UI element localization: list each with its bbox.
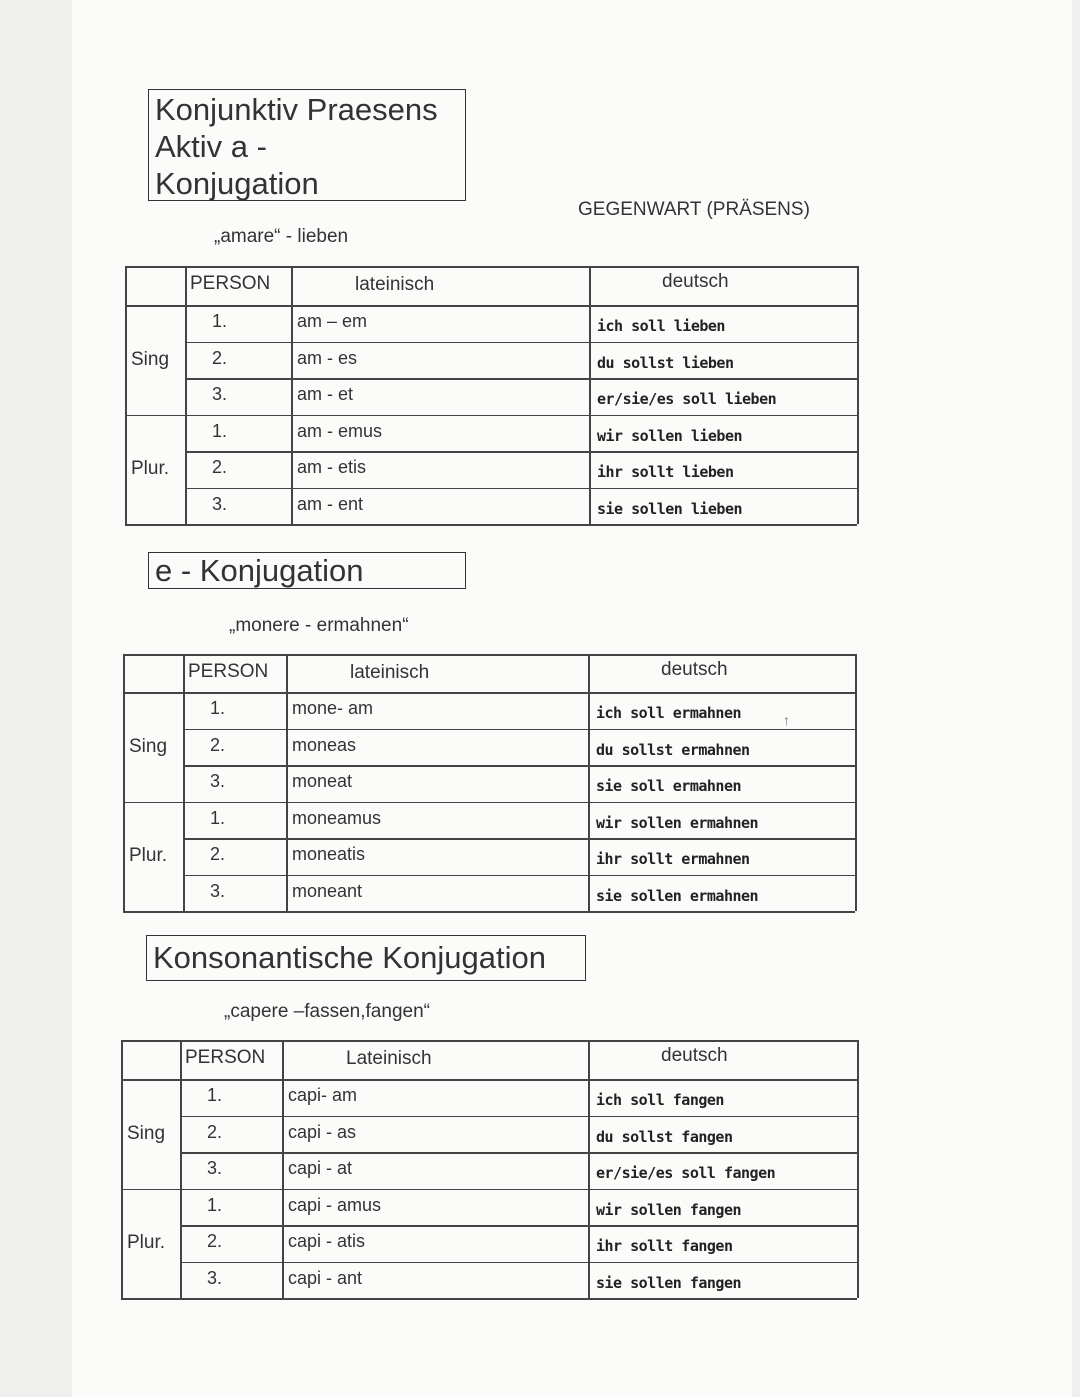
plural-label: Plur. xyxy=(127,1232,166,1254)
person-number: 1. xyxy=(210,698,226,718)
latin-form: am – em xyxy=(297,311,368,331)
latin-form: moneas xyxy=(292,734,357,755)
table-border xyxy=(185,266,187,524)
person-number: 2. xyxy=(207,1231,223,1251)
page-title: GEGENWART (PRÄSENS) xyxy=(578,199,810,220)
table-border xyxy=(121,1040,857,1042)
german-translation: er/sie/es soll fangen xyxy=(596,1164,776,1182)
latin-form: mone- am xyxy=(292,698,374,718)
german-translation: ihr sollt lieben xyxy=(597,463,734,481)
latin-form: moneant xyxy=(292,880,363,901)
table-border xyxy=(183,654,185,911)
table-border xyxy=(185,378,857,380)
table-border xyxy=(125,305,857,307)
table-border xyxy=(180,1040,182,1298)
german-translation: ihr sollt fangen xyxy=(596,1237,733,1255)
latin-column-header: lateinisch xyxy=(355,274,435,295)
german-column-header: deutsch xyxy=(661,659,728,680)
german-translation: sie sollen ermahnen xyxy=(596,886,759,905)
person-number: 3. xyxy=(210,771,226,791)
table-border xyxy=(125,266,857,268)
person-number: 2. xyxy=(210,844,226,864)
plural-label: Plur. xyxy=(129,845,168,867)
latin-form: moneatis xyxy=(292,844,366,864)
latin-form: capi - atis xyxy=(288,1231,366,1251)
latin-form: moneat xyxy=(292,771,353,791)
latin-form: am - etis xyxy=(297,457,367,477)
heading-line: Konsonantische Konjugation xyxy=(153,940,546,975)
table-border xyxy=(123,654,855,656)
table-border xyxy=(183,765,855,767)
table-border xyxy=(123,654,125,911)
german-translation: ich soll ermahnen xyxy=(596,704,742,722)
plural-label: Plur. xyxy=(131,458,170,480)
german-column-header: deutsch xyxy=(662,271,729,292)
table-border xyxy=(857,266,859,524)
table-border xyxy=(855,654,857,911)
table-border xyxy=(180,1116,857,1118)
latin-form: capi- am xyxy=(288,1085,358,1105)
table-border xyxy=(183,838,855,840)
latin-form: capi - ant xyxy=(288,1267,363,1288)
latin-form: capi - as xyxy=(288,1121,357,1142)
person-number: 2. xyxy=(212,457,228,477)
section-3-heading xyxy=(146,935,586,981)
latin-form: am - emus xyxy=(297,420,383,441)
section-1-heading xyxy=(148,89,466,201)
person-number: 3. xyxy=(207,1267,223,1288)
table-border xyxy=(588,654,590,911)
table-border xyxy=(282,1040,284,1298)
german-translation: ihr sollt ermahnen xyxy=(596,850,750,868)
singular-label: Sing xyxy=(129,735,168,757)
section-2-heading xyxy=(148,552,466,589)
person-number: 1. xyxy=(207,1085,223,1105)
german-translation: du sollst lieben xyxy=(597,353,734,372)
person-column-header: PERSON xyxy=(185,1047,266,1068)
person-number: 1. xyxy=(212,420,228,441)
table-border xyxy=(857,1040,859,1298)
table-border xyxy=(121,1298,857,1300)
table-border xyxy=(286,654,288,911)
latin-column-header: lateinisch xyxy=(350,662,430,683)
heading-line: e - Konjugation xyxy=(155,553,364,588)
person-column-header: PERSON xyxy=(188,661,269,682)
heading-line: Aktiv a - xyxy=(155,129,267,164)
latin-form: am - ent xyxy=(297,493,364,514)
table-border xyxy=(180,1225,857,1227)
german-translation: sie sollen lieben xyxy=(597,499,743,518)
german-translation: ich soll fangen xyxy=(596,1091,724,1109)
table-border xyxy=(125,266,127,524)
table-border xyxy=(185,451,857,453)
table-border xyxy=(121,1079,857,1081)
german-translation: du sollst ermahnen xyxy=(596,740,750,759)
german-translation: wir sollen lieben xyxy=(597,426,743,445)
german-translation: wir sollen ermahnen xyxy=(596,813,759,832)
verb-line: „capere –fassen,fangen“ xyxy=(224,1001,430,1022)
table-border xyxy=(291,266,293,524)
german-column-header: deutsch xyxy=(661,1045,728,1066)
person-number: 3. xyxy=(210,880,226,901)
german-translation: du sollst fangen xyxy=(596,1127,733,1146)
table-border xyxy=(180,1152,857,1154)
person-number: 3. xyxy=(207,1158,223,1178)
table-border xyxy=(183,729,855,731)
person-number: 2. xyxy=(207,1121,223,1142)
table-border xyxy=(123,911,855,913)
latin-column-header: Lateinisch xyxy=(346,1048,432,1069)
singular-label: Sing xyxy=(131,348,170,370)
german-translation: ich soll lieben xyxy=(597,317,725,335)
verb-line: „monere - ermahnen“ xyxy=(229,615,409,636)
table-border xyxy=(123,802,855,804)
pencil-mark-icon: ↑ xyxy=(783,712,790,728)
latin-form: capi - at xyxy=(288,1158,353,1178)
heading-line: Konjunktiv Praesens xyxy=(155,92,438,127)
table-border xyxy=(588,1040,590,1298)
latin-form: am - es xyxy=(297,347,358,368)
german-translation: sie soll ermahnen xyxy=(596,777,742,795)
person-number: 3. xyxy=(212,493,228,514)
latin-form: capi - amus xyxy=(288,1194,382,1215)
table-border xyxy=(121,1040,123,1298)
latin-form: moneamus xyxy=(292,807,382,828)
person-number: 1. xyxy=(207,1194,223,1215)
table-border xyxy=(185,488,857,490)
german-translation: er/sie/es soll lieben xyxy=(597,390,777,408)
verb-line: „amare“ - lieben xyxy=(214,226,349,247)
table-border xyxy=(185,342,857,344)
person-number: 1. xyxy=(212,311,228,331)
person-number: 3. xyxy=(212,384,228,404)
table-border xyxy=(125,524,857,526)
german-translation: wir sollen fangen xyxy=(596,1200,742,1219)
person-number: 1. xyxy=(210,807,226,828)
table-border xyxy=(183,875,855,877)
latin-form: am - et xyxy=(297,384,354,404)
person-number: 2. xyxy=(210,734,226,755)
table-border xyxy=(123,692,855,694)
german-translation: sie sollen fangen xyxy=(596,1273,742,1292)
table-border xyxy=(180,1262,857,1264)
heading-line: Konjugation xyxy=(155,166,319,201)
table-border xyxy=(121,1189,857,1191)
table-border xyxy=(589,266,591,524)
person-number: 2. xyxy=(212,347,228,368)
person-column-header: PERSON xyxy=(190,273,271,294)
singular-label: Sing xyxy=(127,1122,166,1144)
table-border xyxy=(125,415,857,417)
